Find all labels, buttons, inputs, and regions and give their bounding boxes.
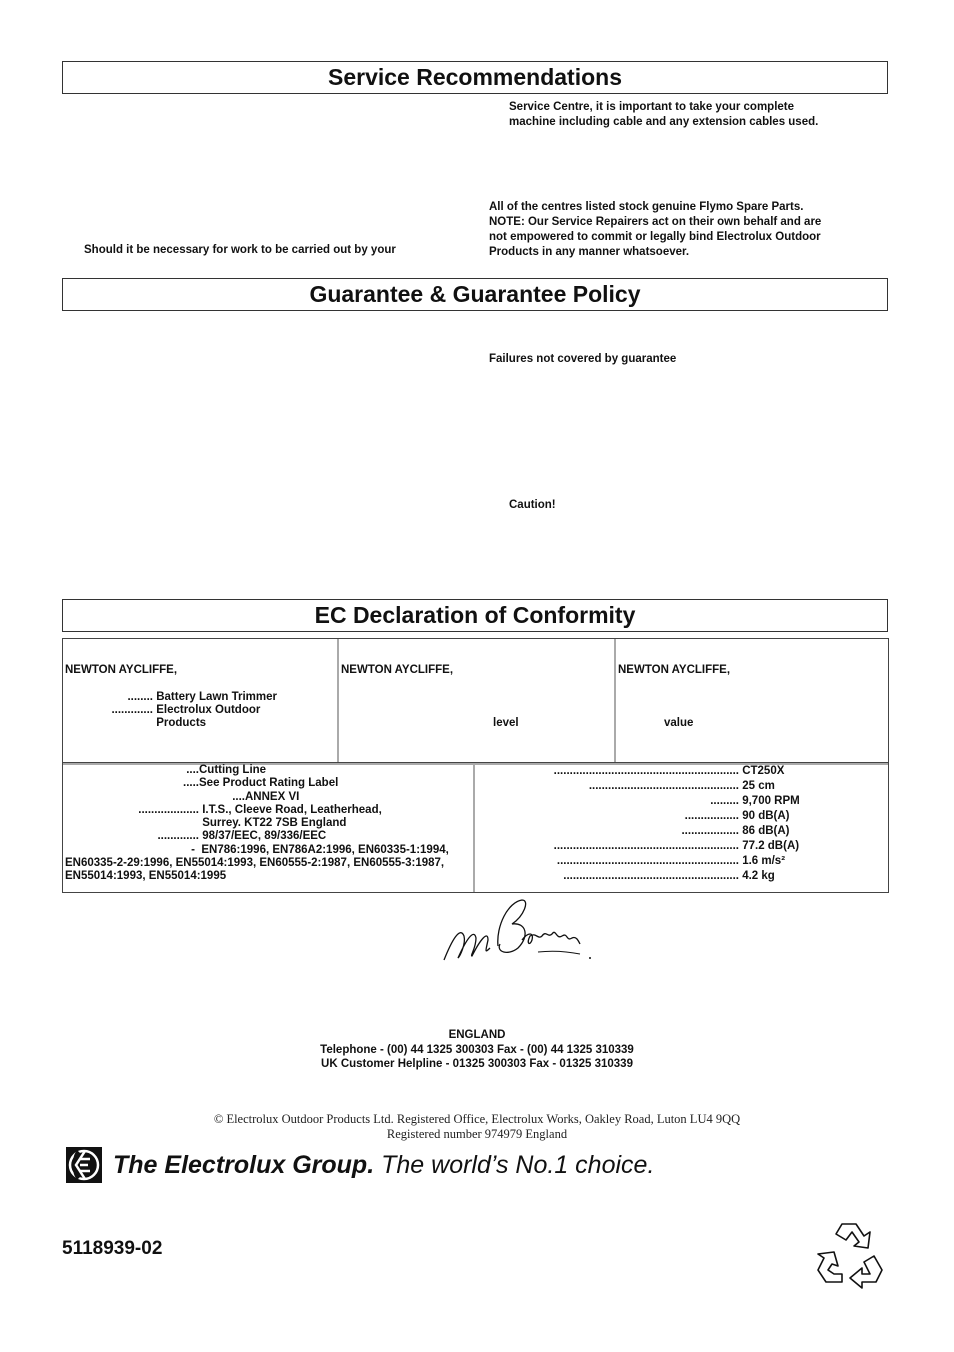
product-description: Battery Lawn Trimmer bbox=[156, 691, 277, 703]
city-label: NEWTON AYCLIFFE, bbox=[65, 664, 178, 676]
customer-helpline: UK Customer Helpline - 01325 300303 Fax - 01325 310339 bbox=[321, 1058, 633, 1070]
detail-text: 98/37/EEC, 89/336/EEC bbox=[202, 830, 327, 843]
spec-value: 1.6 m/s² bbox=[742, 855, 786, 867]
dot-leader: ........ bbox=[127, 691, 153, 703]
detail-text: I.T.S., Cleeve Road, Leatherhead, bbox=[202, 803, 382, 816]
detail-text: Cutting Line bbox=[199, 764, 267, 776]
spec-value: 25 cm bbox=[742, 780, 775, 792]
ec-left-details bbox=[63, 763, 475, 892]
spec-value: 86 dB(A) bbox=[742, 825, 790, 837]
dot-leader: ............. bbox=[157, 830, 199, 843]
dot-leader: ....................................................... bbox=[563, 870, 739, 882]
detail-text: EN786:1996, EN786A2:1996, EN60335-1:1994, bbox=[201, 843, 449, 856]
recycle-icon bbox=[812, 1218, 890, 1290]
product-rows bbox=[63, 690, 291, 731]
copyright-block bbox=[0, 1112, 954, 1142]
standards-line: EN60335-2-29:1996, EN55014:1993, EN60555-2:1987, EN60555-3:1987, bbox=[65, 857, 445, 870]
value-label: value bbox=[664, 717, 694, 729]
text-line: NOTE: Our Service Repairers act on their own behalf and are bbox=[489, 216, 822, 228]
text-line: Service Centre, it is important to take your complete bbox=[509, 101, 795, 113]
text-line: All of the centres listed stock genuine Flymo Spare Parts. bbox=[489, 201, 804, 213]
dot-leader bbox=[63, 817, 199, 830]
text-line: not empowered to commit or legally bind Electrolux Outdoor bbox=[489, 231, 821, 243]
caution-label: Caution! bbox=[509, 499, 556, 511]
manufacturer: Electrolux Outdoor bbox=[156, 704, 261, 716]
ec-col-2 bbox=[339, 639, 616, 762]
standards-line: EN55014:1993, EN55014:1995 bbox=[65, 870, 227, 883]
dot-leader: ................... bbox=[138, 803, 199, 816]
service-left-text: Should it be necessary for work to be carried out by your bbox=[84, 244, 396, 256]
ec-top-table bbox=[62, 638, 889, 763]
copyright: © Electrolux Outdoor Products Ltd. Registered Office, Electrolux Works, Oakley Road, Luton LU4 9QQ bbox=[213, 1112, 741, 1126]
dot-leader: ..... bbox=[183, 777, 199, 790]
spec-value: 9,700 RPM bbox=[742, 795, 800, 807]
dot-leader: - bbox=[191, 843, 195, 856]
spec-value: 4.2 kg bbox=[742, 870, 775, 882]
dot-leader: ............................................... bbox=[588, 780, 739, 792]
service-recommendations-title: Service Recommendations bbox=[62, 61, 888, 94]
telephone: Telephone - (00) 44 1325 300303 Fax - (00) 44 1325 310339 bbox=[320, 1043, 634, 1056]
city-label: NEWTON AYCLIFFE, bbox=[618, 664, 731, 676]
dot-leader bbox=[63, 716, 153, 731]
dot-leader: ................. bbox=[684, 810, 739, 822]
brand-tagline: The world’s No.1 choice. bbox=[381, 1151, 655, 1179]
details-list bbox=[63, 764, 475, 884]
dot-leader: .................. bbox=[681, 825, 739, 837]
dot-leader: .......................................................... bbox=[553, 765, 739, 777]
ec-col-1 bbox=[63, 639, 339, 762]
signature bbox=[438, 896, 598, 966]
service-right-paragraph-1 bbox=[509, 100, 818, 130]
registered-number: Registered number 974979 England bbox=[386, 1127, 568, 1141]
level-label: level bbox=[493, 717, 519, 729]
electrolux-logo-icon bbox=[66, 1147, 102, 1183]
dot-leader: ............. bbox=[111, 704, 153, 716]
guarantee-title: Guarantee & Guarantee Policy bbox=[62, 278, 888, 311]
service-right-paragraph-2 bbox=[489, 200, 821, 260]
contact-block bbox=[0, 1028, 954, 1072]
brand-name: The Electrolux Group. bbox=[113, 1151, 375, 1179]
text-line: machine including cable and any extension cables used. bbox=[509, 116, 819, 128]
spec-value: CT250X bbox=[742, 765, 785, 777]
part-number: 5118939-02 bbox=[62, 1238, 163, 1259]
failures-heading: Failures not covered by guarantee bbox=[489, 353, 677, 365]
specs-list bbox=[475, 764, 888, 884]
spec-value: 90 dB(A) bbox=[742, 810, 790, 822]
ec-right-specs bbox=[475, 763, 888, 892]
detail-text: See Product Rating Label bbox=[199, 777, 339, 790]
manufacturer-cont: Products bbox=[156, 717, 207, 729]
dot-leader: .... bbox=[186, 764, 199, 776]
electrolux-logo-glyph bbox=[66, 1147, 102, 1183]
city-label: NEWTON AYCLIFFE, bbox=[341, 664, 454, 676]
ec-col-3 bbox=[616, 639, 888, 762]
dot-leader: .......................................................... bbox=[553, 840, 739, 852]
detail-text: Surrey. KT22 7SB England bbox=[202, 817, 347, 830]
country: ENGLAND bbox=[448, 1029, 506, 1041]
detail-text: ANNEX VI bbox=[245, 790, 300, 803]
brand-line bbox=[113, 1149, 654, 1181]
text-line: Products in any manner whatsoever. bbox=[489, 246, 690, 258]
spec-value: 77.2 dB(A) bbox=[742, 840, 800, 852]
dot-leader: .... bbox=[232, 790, 245, 803]
dot-leader: ......................................................... bbox=[556, 855, 739, 867]
dot-leader: ......... bbox=[710, 795, 739, 807]
ec-bottom-table bbox=[62, 763, 889, 893]
ec-declaration-title: EC Declaration of Conformity bbox=[62, 599, 888, 632]
